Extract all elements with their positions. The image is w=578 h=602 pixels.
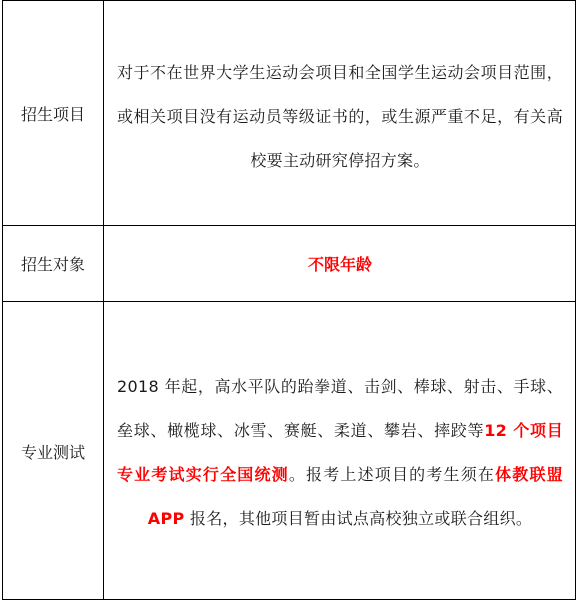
content-text: 。报考上述项目的考生须在: [288, 465, 496, 484]
content-text: 对于不在世界大学生运动会项目和全国学生运动会项目范围，或相关项目没有运动员等级证书的，或生源严重不足，有关高校要主动研究停招方案。: [117, 63, 563, 170]
row-label: 招生对象: [3, 226, 104, 301]
table-row: [3, 302, 575, 600]
content-paragraph: [117, 365, 563, 541]
row-label: 招生项目: [3, 1, 104, 225]
row-content: [104, 1, 575, 225]
table-row: [3, 1, 575, 226]
highlight-text: 体教联盟 APP: [147, 465, 563, 528]
row-label: 专业测试: [3, 302, 104, 600]
table-row: [3, 226, 575, 302]
content-text: 2018 年起，高水平队的跆拳道、击剑、棒球、射击、手球、垒球、橄榄球、冰雪、赛艇、柔道、攀岩、摔跤等: [117, 377, 563, 440]
content-text: 报名，其他项目暂由试点高校独立或联合组织。: [184, 509, 533, 528]
admission-table: [2, 0, 576, 600]
highlight-text: 12 个项目专业考试实行全国统测: [117, 421, 563, 484]
highlight-text: 不限年龄: [307, 255, 372, 274]
row-content: [104, 302, 575, 600]
row-content: [104, 226, 575, 301]
